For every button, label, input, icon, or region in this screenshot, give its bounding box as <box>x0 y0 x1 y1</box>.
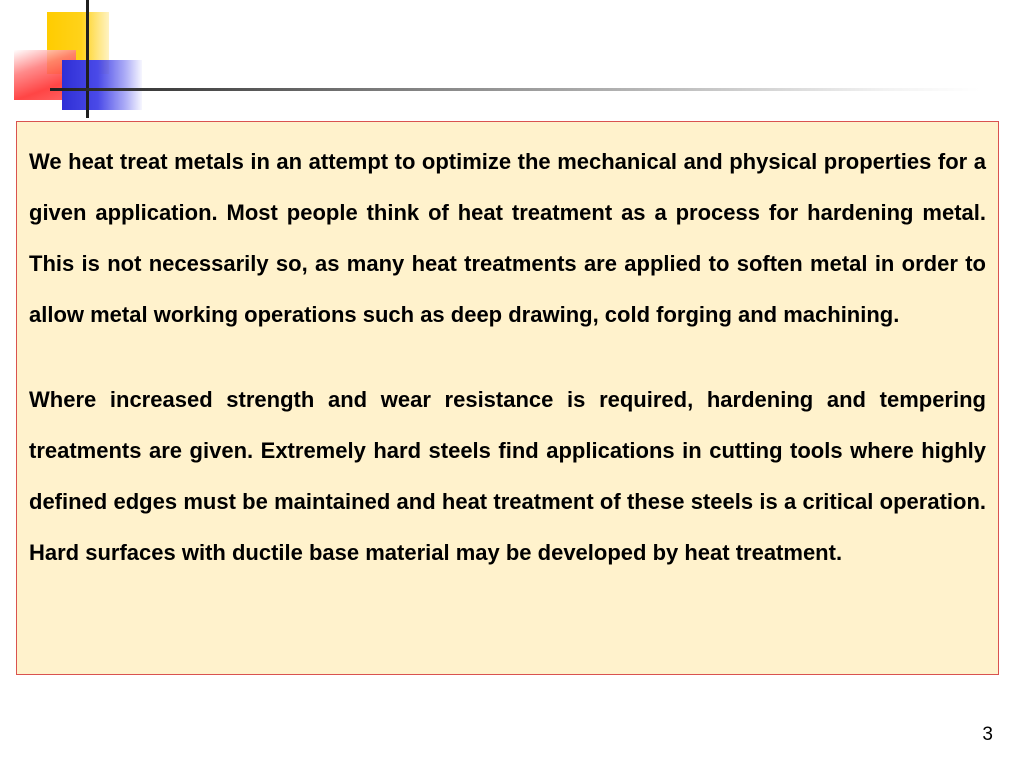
text-content-box <box>16 121 999 675</box>
paragraph-heat-treat-purpose: We heat treat metals in an attempt to optimize the mechanical and physical properties for a given application. Most people think of heat treatment as a process for hardening metal. This is not necessarily so, as many heat treatments are applied to soften metal in order to allow metal working operations such as deep drawing, cold forging and machining. <box>29 149 986 327</box>
horizontal-rule <box>50 88 980 91</box>
blue-square-decoration <box>62 60 142 110</box>
page-number: 3 <box>982 724 993 745</box>
paragraph-hardening-tempering: Where increased strength and wear resistance is required, hardening and tempering treatments are given. Extremely hard steels find applications in cutting tools where highly defined edges must be maintained and heat treatment of these steels is a critical operation. Hard surfaces with ductile base material may be developed by heat treatment. <box>29 387 986 565</box>
vertical-rule <box>86 0 89 118</box>
decorative-emblem <box>0 0 1024 120</box>
